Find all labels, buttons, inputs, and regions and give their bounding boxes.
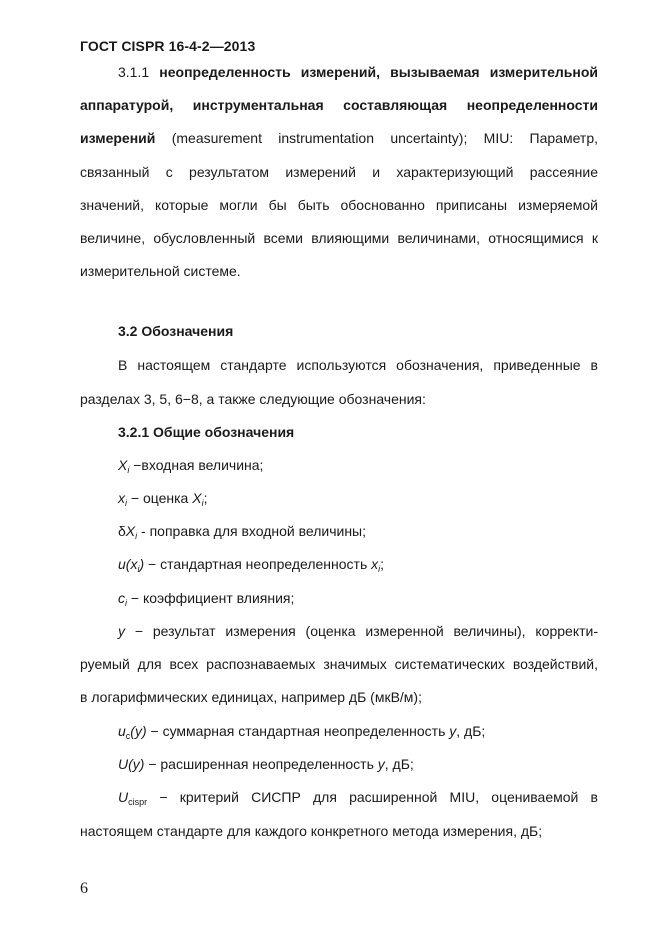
symbol-xi: $x_i$ − оценка $X_i$; (118, 490, 208, 508)
standard-header: ГОСТ CISPR 16-4-2—2013 (80, 38, 256, 54)
symbol-uc-y: $u_c(y)$ − суммарная стандартная неопределенность y, дБ; (118, 723, 486, 741)
symbol-Xi: $X_i$ −входная величина; (118, 457, 264, 475)
symbol-U-cispr-line2: настоящем стандарте для каждого конкретного метода измерения, дБ; (80, 823, 543, 839)
page-number: 6 (80, 880, 88, 897)
clause-3-1-1-line5: значений, которые могли бы быть обоснованно приписаны измеряемой (80, 197, 598, 213)
symbol-ci: $c_i$ − коэффициент влияния; (118, 590, 295, 608)
symbol-y-line3: в логарифмических единицах, например дБ (мкВ/м); (80, 689, 422, 705)
symbol-y-line1: y − результат измерения (оценка измеренной величины), корректи- (118, 623, 598, 639)
symbol-y-line2: руемый для всех распознаваемых значимых систематических воздействий, (80, 656, 598, 672)
symbol-delta-Xi: $\delta X_i$ - поправка для входной величины; (118, 523, 367, 541)
section-3-2-intro-line1: В настоящем стандарте используются обозначения, приведенные в (118, 357, 598, 373)
symbol-U-y: U(y) − расширенная неопределенность y, дБ; (118, 756, 414, 772)
clause-3-1-1-line4: связанный с результатом измерений и характеризующий рассеяние (80, 164, 598, 180)
clause-3-1-1-line3: измерений (measurement instrumentation uncertainty); MIU: Параметр, (80, 130, 598, 146)
clause-3-1-1-line7: измерительной системе. (80, 263, 241, 279)
clause-3-1-1-line2: аппаратурой, инструментальная составляющая неопределенности (80, 97, 598, 113)
section-3-2-heading: 3.2 Обозначения (118, 323, 234, 339)
section-3-2-intro-line2: разделах 3, 5, 6−8, а также следующие обозначения: (80, 391, 426, 407)
section-3-2-1-heading: 3.2.1 Общие обозначения (118, 424, 295, 440)
clause-3-1-1-line6: величине, обусловленный всеми влияющими величинами, относящимися к (80, 230, 598, 246)
symbol-U-cispr-line1: $U_{cispr}$ − критерий СИСПР для расширенной MIU, оцениваемой в (118, 789, 598, 807)
symbol-u-xi: $u(x_i)$ − стандартная неопределенность $x_i$; (118, 556, 385, 574)
clause-3-1-1-line1: 3.1.1 неопределенность измерений, вызываемая измерительной (118, 64, 598, 80)
